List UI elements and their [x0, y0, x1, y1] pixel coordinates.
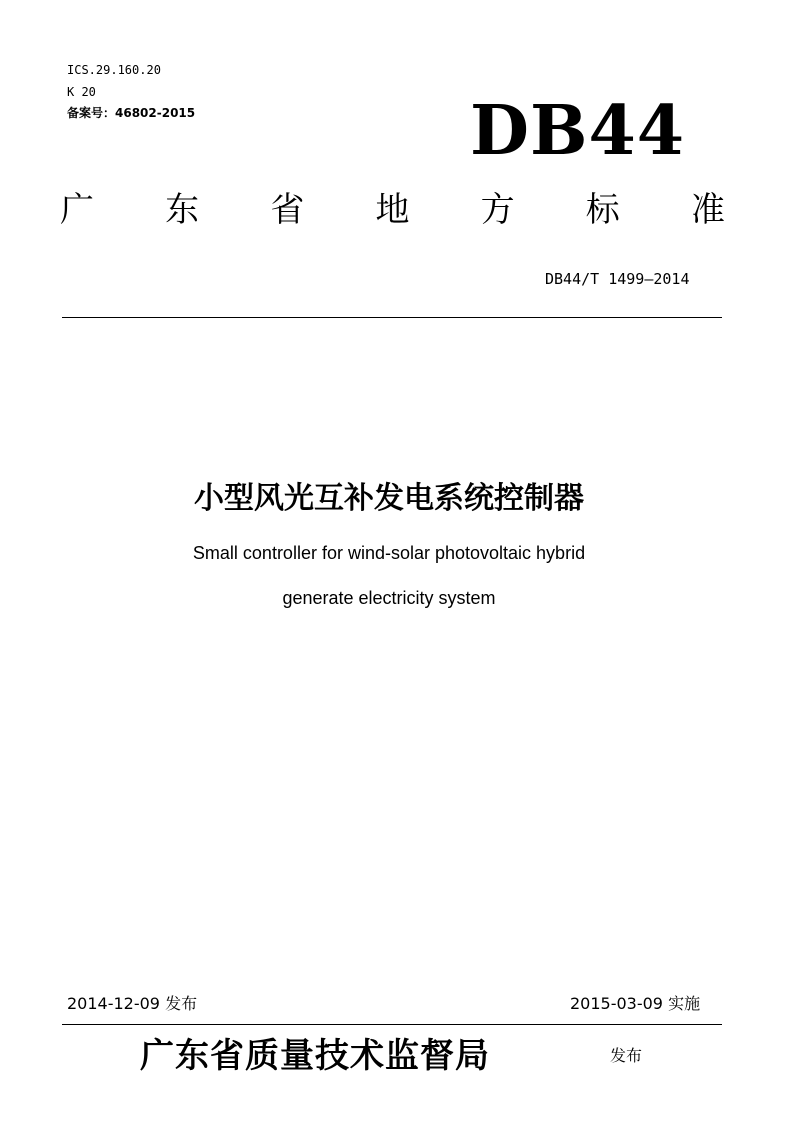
standard-type-char: 地	[375, 190, 410, 230]
record-number: 备案号：46802-2015	[67, 106, 196, 120]
standard-type-char: 准	[690, 190, 725, 230]
header-divider	[62, 317, 722, 318]
document-title-cn: 小型风光互补发电系统控制器	[194, 481, 584, 516]
implementation-date: 2015-03-09 实施	[570, 994, 701, 1013]
issue-date: 2014-12-09 发布	[67, 994, 198, 1013]
standard-type-char: 广	[60, 190, 94, 230]
standard-type-heading	[60, 188, 725, 232]
footer-divider	[62, 1024, 722, 1025]
issuer-suffix: 发布	[610, 1046, 643, 1065]
db-code-logo: DB44	[470, 91, 686, 171]
standard-number: DB44/T 1499—2014	[545, 270, 690, 288]
issuer-name: 广东省质量技术监督局	[140, 1036, 490, 1076]
standard-type-char: 东	[165, 190, 200, 230]
document-title-en-line1: Small controller for wind-solar photovoltaic hybrid	[192, 543, 586, 563]
classification-code: K 20	[67, 85, 96, 99]
standard-type-char: 省	[270, 190, 305, 230]
document-title-en-line2: generate electricity system	[282, 588, 496, 608]
standard-type-char: 方	[480, 190, 515, 230]
ics-code: ICS.29.160.20	[67, 63, 161, 77]
standard-type-char: 标	[585, 190, 620, 230]
